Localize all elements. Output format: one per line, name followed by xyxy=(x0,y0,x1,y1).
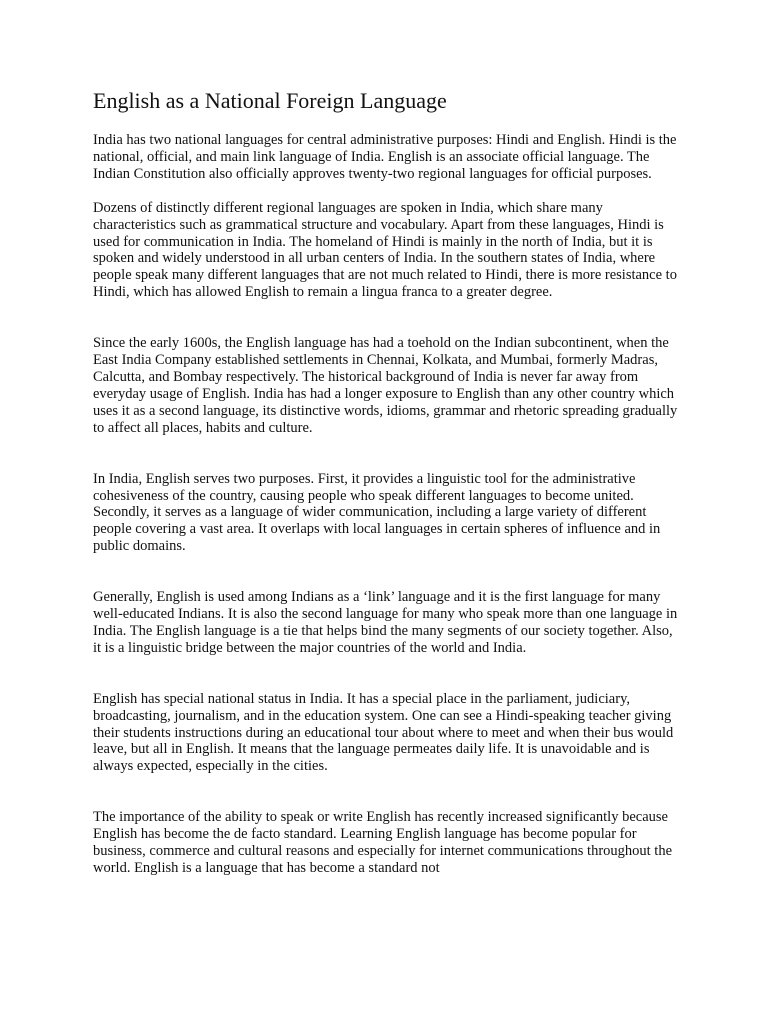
paragraph-2: Dozens of distinctly different regional languages are spoken in India, which share many characteristics such as grammatical structure and vocabulary. Apart from these languages, Hindi is used for communication in India. The homeland of Hindi is mainly in the north of India, but it is spoken and widely understood in all urban centers of India. In the southern states of India, where people speak many different languages that are not much related to Hindi, there is more resistance to Hindi, which has allowed English to remain a lingua franca to a greater degree. xyxy=(93,199,677,301)
paragraph-4: In India, English serves two purposes. First, it provides a linguistic tool for the administrative cohesiveness of the country, causing people who speak different languages to become united. Secondly, it serves as a language of wider communication, including a large variety of different people covering a vast area. It overlaps with local languages in certain spheres of influence and in public domains. xyxy=(93,470,661,555)
document-page xyxy=(93,88,683,877)
paragraph-5: Generally, English is used among Indians as a ‘link’ language and it is the first language for many well-educated Indians. It is also the second language for many who speak more than one language in India. The English language is a tie that helps bind the many segments of our society together. Also, it is a linguistic bridge between the major countries of the world and India. xyxy=(93,589,678,656)
document-title: English as a National Foreign Language xyxy=(93,88,447,113)
paragraph-3: Since the early 1600s, the English language has had a toehold on the Indian subcontinent, when the East India Company established settlements in Chennai, Kolkata, and Mumbai, formerly Madras, Calcutta, and Bombay respectively. The historical background of India is never far away from everyday usage of English. India has had a longer exposure to English than any other country which uses it as a second language, its distinctive words, idioms, grammar and rhetoric spreading gradually to affect all places, habits and culture. xyxy=(93,335,678,436)
paragraph-7: The importance of the ability to speak or write English has recently increased significantly because English has become the de facto standard. Learning English language has become popular for business, commerce and cultural reasons and especially for internet communications throughout the world. English is a language that has become a standard not xyxy=(93,809,673,876)
paragraph-6: English has special national status in India. It has a special place in the parliament, judiciary, broadcasting, journalism, and in the education system. One can see a Hindi-speaking teacher giving their students instructions during an educational tour about where to meet and when their bus would leave, but all in English. It means that the language permeates daily life. It is unavoidable and is always expected, especially in the cities. xyxy=(93,690,674,775)
paragraph-1: India has two national languages for central administrative purposes: Hindi and English. Hindi is the national, official, and main link language of India. English is an associate official language. The Indian Constitution also officially approves twenty-two regional languages for official purposes. xyxy=(93,132,677,182)
